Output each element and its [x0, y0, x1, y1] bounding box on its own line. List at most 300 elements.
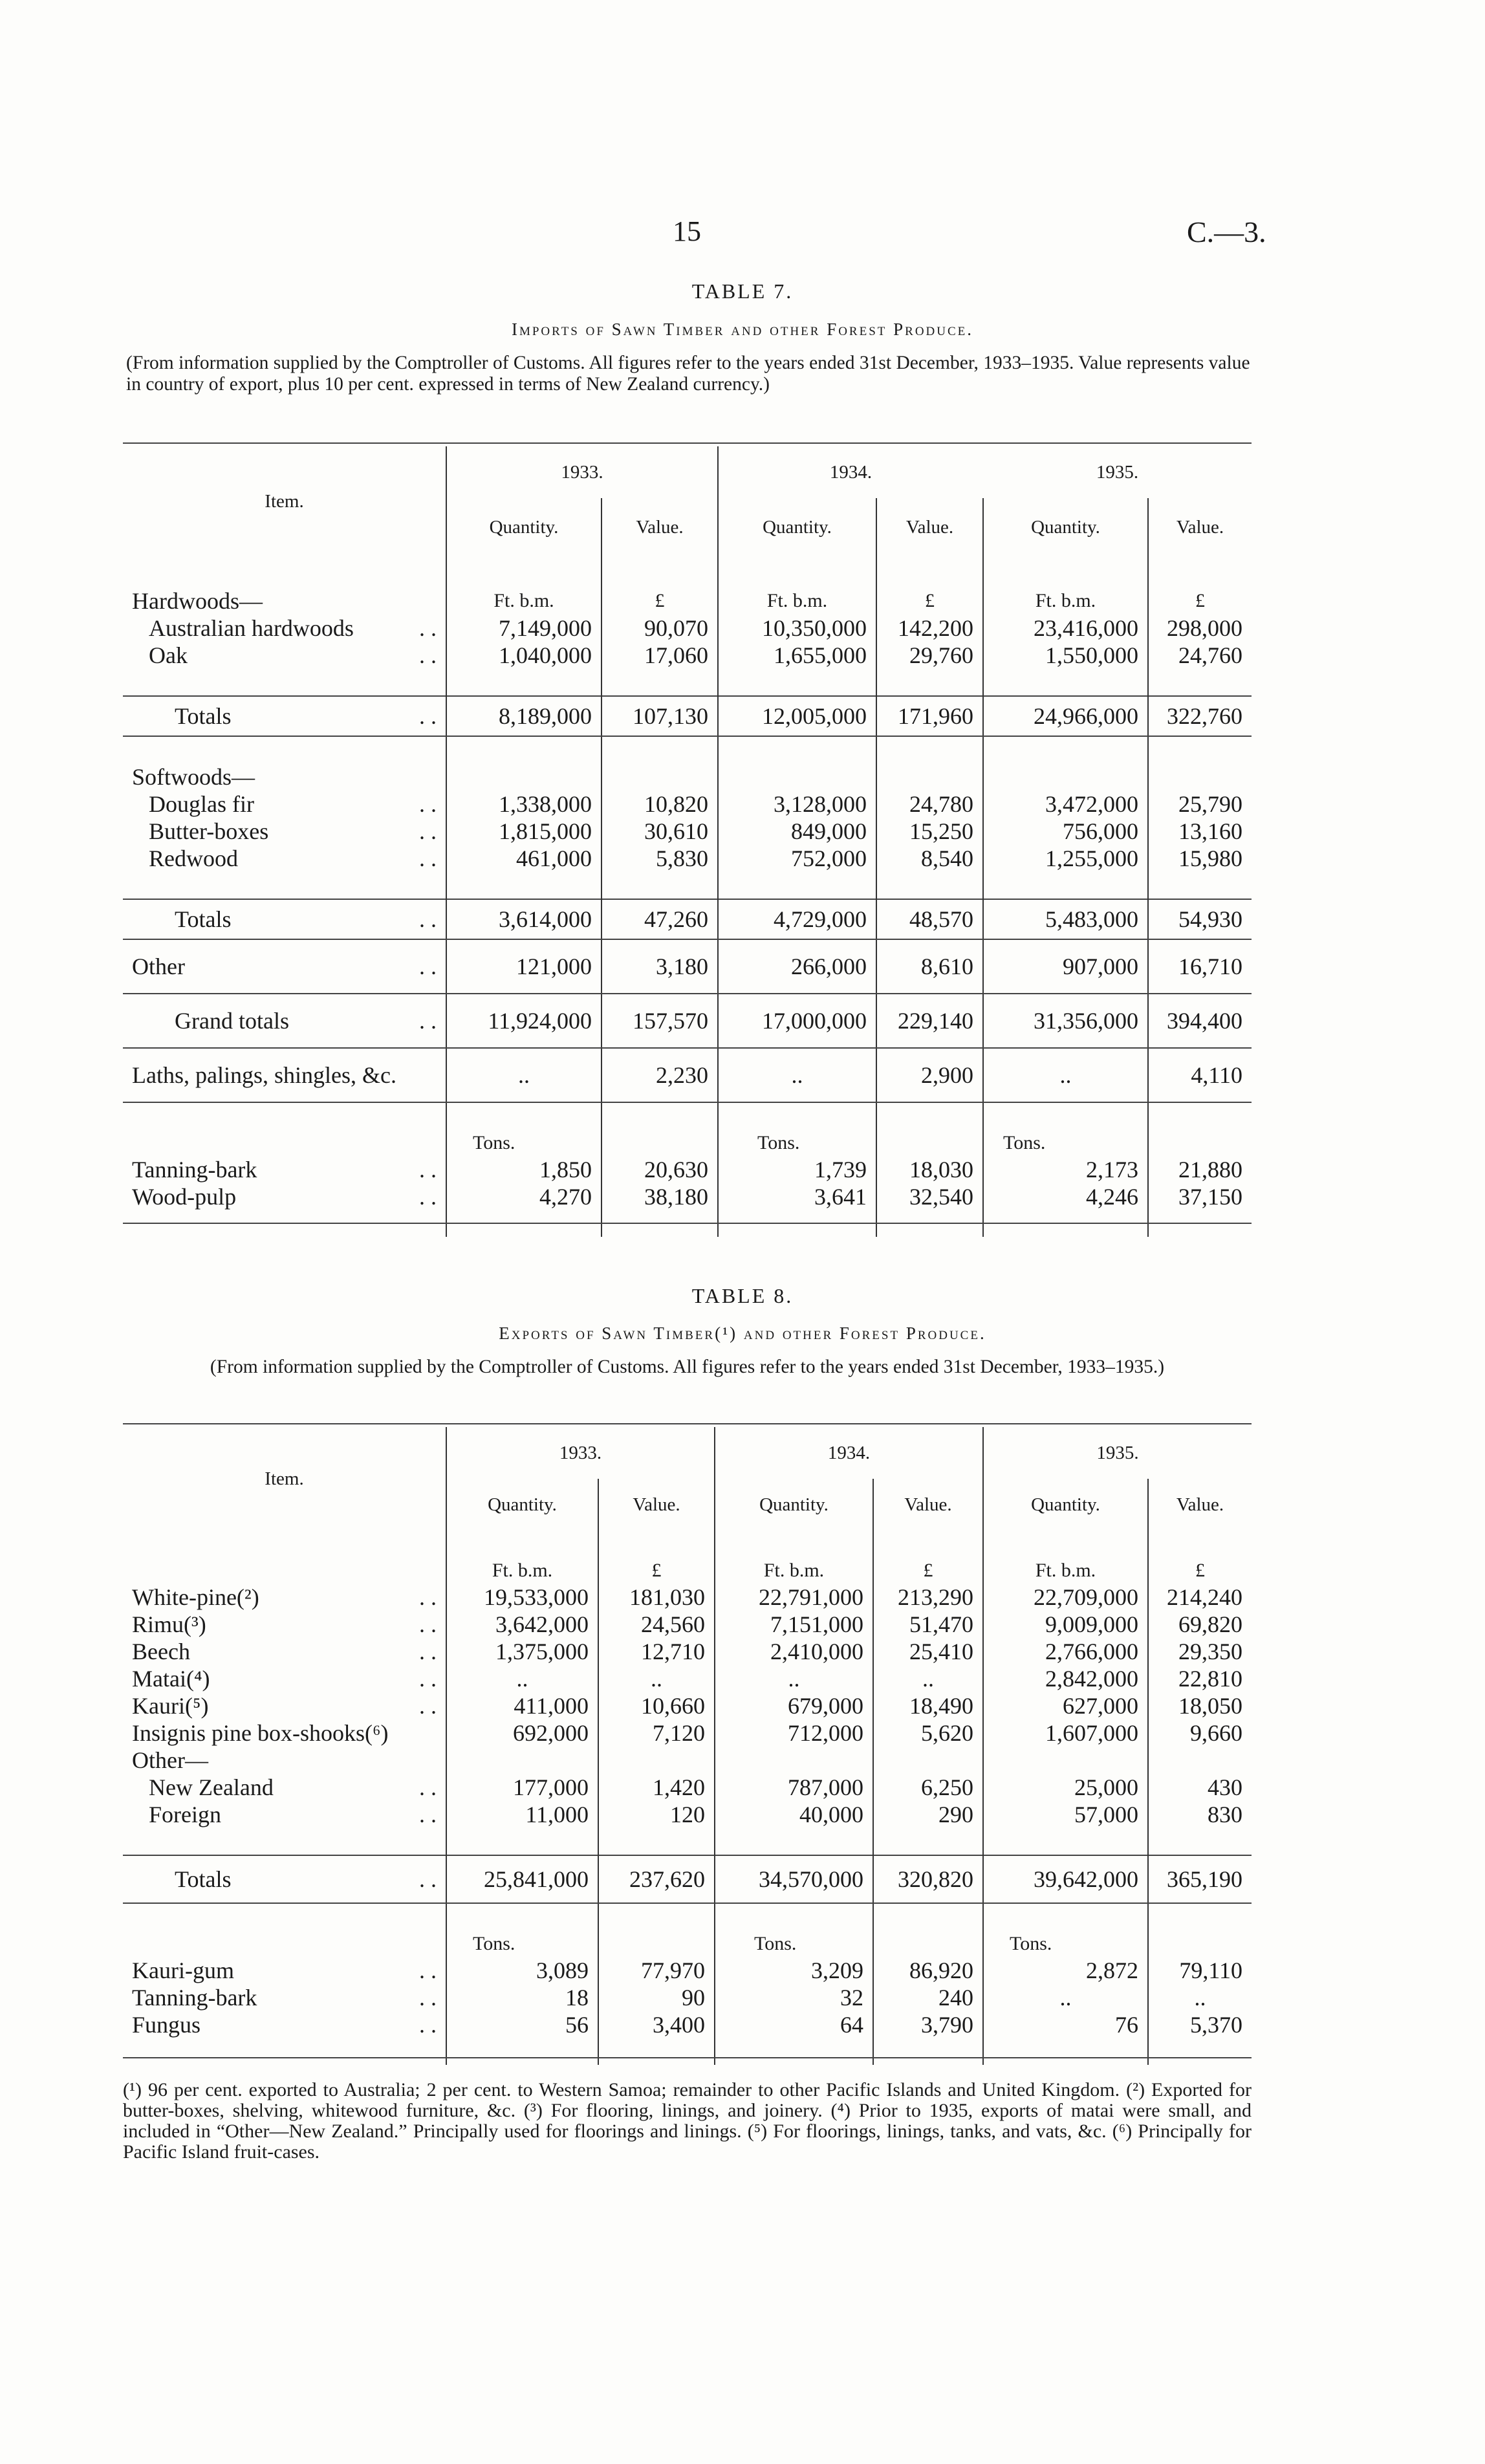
table-cell: 849,000: [718, 818, 876, 845]
row-label: [123, 1801, 446, 1828]
table-row: [123, 1129, 1252, 1156]
table-cell: 19,533,000: [446, 1584, 598, 1611]
row-label-text: Rimu(³): [132, 1611, 206, 1637]
table-row: [123, 587, 1252, 615]
table-cell: 25,410: [873, 1638, 983, 1665]
table8-title: Exports of Sawn Timber(¹) and other Forest Produce.: [499, 1324, 986, 1343]
table-row: [123, 1638, 1252, 1665]
table-cell: 29,350: [1148, 1638, 1252, 1665]
table7-label: TABLE 7.: [691, 279, 794, 303]
table-cell: 1,550,000: [983, 642, 1148, 669]
table-row: [123, 1984, 1252, 2011]
row-label-text: Tanning-bark: [132, 1985, 257, 2011]
table-row: [123, 615, 1252, 642]
table-cell: 679,000: [715, 1692, 873, 1719]
table-cell: 25,000: [983, 1774, 1148, 1801]
table-cell: 2,230: [602, 1048, 718, 1102]
row-label-text: Oak: [149, 642, 188, 668]
table-cell: 430: [1148, 1774, 1252, 1801]
row-label-text: Matai(⁴): [132, 1666, 210, 1692]
dot-leader: . .: [419, 1157, 437, 1183]
table-cell: 18,050: [1148, 1692, 1252, 1719]
table-cell: ..: [446, 1048, 602, 1102]
table-cell: 298,000: [1148, 615, 1252, 642]
table-cell: 4,270: [446, 1183, 602, 1210]
table-cell: 90,070: [602, 615, 718, 642]
dot-leader: . .: [419, 1866, 437, 1892]
table7-year-1933: 1933.: [446, 446, 718, 498]
dot-leader: . .: [419, 1611, 437, 1637]
row-label: [123, 1183, 446, 1210]
row-label: [123, 696, 446, 736]
dot-leader: . .: [419, 1774, 437, 1800]
table-cell: 290: [873, 1801, 983, 1828]
table-row: [123, 2011, 1252, 2038]
table-cell: 1,375,000: [446, 1638, 598, 1665]
total-row: [123, 994, 1252, 1048]
table-cell: 18,030: [876, 1156, 983, 1183]
table-cell: 3,790: [873, 2011, 983, 2038]
table-cell: 2,872: [983, 1957, 1148, 1984]
row-label-text: Totals: [175, 1866, 232, 1892]
table-row: [123, 1183, 1252, 1210]
table-cell: 24,760: [1148, 642, 1252, 669]
table-cell: 712,000: [715, 1719, 873, 1747]
unit-label: Tons.: [983, 1129, 1148, 1156]
row-label: Softwoods—: [132, 764, 255, 790]
dot-leader: . .: [419, 703, 437, 729]
table-cell: 15,250: [876, 818, 983, 845]
table-cell: 3,180: [602, 939, 718, 994]
table-cell: 394,400: [1148, 994, 1252, 1048]
table7-qty-1933: Quantity.: [446, 498, 602, 556]
table-cell: 142,200: [876, 615, 983, 642]
table-cell: 12,710: [598, 1638, 715, 1665]
row-label: [123, 1611, 446, 1638]
dot-leader: . .: [419, 1639, 437, 1664]
table-row: [123, 1665, 1252, 1692]
table-cell: 1,850: [446, 1156, 602, 1183]
dot-leader: . .: [419, 1802, 437, 1827]
dot-leader: . .: [419, 615, 437, 641]
table7-val-1935: Value.: [1148, 498, 1252, 556]
table-cell: 21,880: [1148, 1156, 1252, 1183]
table-cell: 32: [715, 1984, 873, 2011]
table7-top-rule: [123, 442, 1252, 444]
row-label: [123, 1156, 446, 1183]
row-label-text: Beech: [132, 1639, 190, 1664]
table7-year-1934: 1934.: [718, 446, 983, 498]
table-cell: 2,842,000: [983, 1665, 1148, 1692]
unit-label: Ft. b.m.: [446, 587, 602, 615]
table-row: [123, 642, 1252, 669]
table-cell: 8,189,000: [446, 696, 602, 736]
table-cell: 120: [598, 1801, 715, 1828]
unit-label: £: [602, 587, 718, 615]
table8-val-1935: Value.: [1148, 1479, 1252, 1531]
row-label: [123, 1665, 446, 1692]
table-cell: 23,416,000: [983, 615, 1148, 642]
table-cell: 10,820: [602, 790, 718, 818]
table-cell: 692,000: [446, 1719, 598, 1747]
table-cell: 3,128,000: [718, 790, 876, 818]
table-cell: 8,540: [876, 845, 983, 872]
row-label: [123, 790, 446, 818]
row-label-text: Wood-pulp: [132, 1184, 237, 1210]
table-cell: 4,110: [1148, 1048, 1252, 1102]
table-cell: 5,830: [602, 845, 718, 872]
table8-year-row: [123, 1427, 1252, 1479]
table-row: [123, 1801, 1252, 1828]
table-cell: 4,246: [983, 1183, 1148, 1210]
table-cell: 12,005,000: [718, 696, 876, 736]
table-cell: 38,180: [602, 1183, 718, 1210]
table-cell: 752,000: [718, 845, 876, 872]
document-reference: C.—3.: [1187, 215, 1266, 248]
table-cell: 8,610: [876, 939, 983, 994]
page-number: 15: [673, 215, 701, 247]
unit-label: £: [873, 1557, 983, 1584]
table-row: [123, 1692, 1252, 1719]
row-label: Other—: [132, 1747, 208, 1773]
unit-label: Ft. b.m.: [446, 1557, 598, 1584]
table-cell: 756,000: [983, 818, 1148, 845]
total-row: [123, 1855, 1252, 1903]
table8-top-rule: [123, 1423, 1252, 1424]
table8-year-1935: 1935.: [983, 1427, 1252, 1479]
row-label: [123, 845, 446, 872]
table-cell: 11,000: [446, 1801, 598, 1828]
table-cell: 31,356,000: [983, 994, 1148, 1048]
table-cell: 76: [983, 2011, 1148, 2038]
table-row: [123, 763, 1252, 790]
unit-label: Tons.: [446, 1930, 598, 1957]
table7-qty-1934: Quantity.: [718, 498, 876, 556]
row-label: [123, 1984, 446, 2011]
table-cell: 5,483,000: [983, 899, 1148, 939]
table-row: [123, 1611, 1252, 1638]
table-cell: 3,641: [718, 1183, 876, 1210]
table-cell: 17,000,000: [718, 994, 876, 1048]
table-cell: 17,060: [602, 642, 718, 669]
table-cell: 77,970: [598, 1957, 715, 1984]
row-label: [123, 1719, 446, 1747]
table-cell: ..: [983, 1984, 1148, 2011]
table-cell: 4,729,000: [718, 899, 876, 939]
table-cell: 22,709,000: [983, 1584, 1148, 1611]
table-cell: 627,000: [983, 1692, 1148, 1719]
table7-note: (From information supplied by the Comptroller of Customs. All figures refer to the years ended 31st December, 1933–1935. Value represents value in country of export, plus 10 per cent. expressed in terms of New Zealand currency.): [126, 353, 1250, 395]
table-cell: 25,790: [1148, 790, 1252, 818]
table-cell: 7,149,000: [446, 615, 602, 642]
table8-qty-1934: Quantity.: [715, 1479, 873, 1531]
table-cell: 24,780: [876, 790, 983, 818]
total-row: [123, 939, 1252, 994]
row-label-text: White-pine(²): [132, 1584, 259, 1610]
total-row: [123, 696, 1252, 736]
table-cell: 1,607,000: [983, 1719, 1148, 1747]
row-label: [123, 1855, 446, 1903]
table-cell: 1,040,000: [446, 642, 602, 669]
table-cell: 37,150: [1148, 1183, 1252, 1210]
dot-leader: . .: [419, 845, 437, 871]
table-cell: 29,760: [876, 642, 983, 669]
table-row: [123, 1774, 1252, 1801]
dot-leader: . .: [419, 954, 437, 979]
dot-leader: . .: [419, 1666, 437, 1692]
table-cell: 411,000: [446, 1692, 598, 1719]
table-row: [123, 1747, 1252, 1774]
table-cell: 51,470: [873, 1611, 983, 1638]
table8-qty-1933: Quantity.: [446, 1479, 598, 1531]
table8-bottom-rule: [123, 2057, 1252, 2058]
table-cell: 177,000: [446, 1774, 598, 1801]
table-cell: 7,120: [598, 1719, 715, 1747]
table-cell: ..: [598, 1665, 715, 1692]
table-cell: 9,660: [1148, 1719, 1252, 1747]
row-label-text: Kauri-gum: [132, 1957, 234, 1983]
dot-leader: . .: [419, 1008, 437, 1034]
row-label-text: Other: [132, 954, 185, 979]
row-label-text: Kauri(⁵): [132, 1693, 209, 1719]
table-cell: 57,000: [983, 1801, 1148, 1828]
table-cell: 15,980: [1148, 845, 1252, 872]
table-cell: 86,920: [873, 1957, 983, 1984]
table-cell: ..: [446, 1665, 598, 1692]
table-row: [123, 1557, 1252, 1584]
row-label: [123, 899, 446, 939]
row-label: [123, 1692, 446, 1719]
table-row: [123, 1156, 1252, 1183]
table-cell: 787,000: [715, 1774, 873, 1801]
table-cell: 30,610: [602, 818, 718, 845]
table-cell: 7,151,000: [715, 1611, 873, 1638]
table-cell: 181,030: [598, 1584, 715, 1611]
table-cell: 34,570,000: [715, 1855, 873, 1903]
table-cell: 266,000: [718, 939, 876, 994]
dot-leader: . .: [419, 906, 437, 932]
table7-qty-1935: Quantity.: [983, 498, 1148, 556]
table-cell: ..: [718, 1048, 876, 1102]
table-cell: 322,760: [1148, 696, 1252, 736]
table-cell: 107,130: [602, 696, 718, 736]
table-cell: 40,000: [715, 1801, 873, 1828]
unit-label: Tons.: [718, 1129, 876, 1156]
row-label-text: New Zealand: [149, 1774, 274, 1800]
dot-leader: . .: [419, 1985, 437, 2011]
row-label-text: Tanning-bark: [132, 1157, 257, 1183]
table-cell: ..: [873, 1665, 983, 1692]
row-label-text: Butter-boxes: [149, 818, 269, 844]
table7-title: Imports of Sawn Timber and other Forest Produce.: [511, 320, 974, 339]
table7: [123, 446, 1252, 1237]
table-cell: 24,966,000: [983, 696, 1148, 736]
table-cell: 1,420: [598, 1774, 715, 1801]
table-cell: 237,620: [598, 1855, 715, 1903]
table-cell: 365,190: [1148, 1855, 1252, 1903]
table-row: [123, 818, 1252, 845]
table-cell: 830: [1148, 1801, 1252, 1828]
table-cell: 79,110: [1148, 1957, 1252, 1984]
table-cell: 24,560: [598, 1611, 715, 1638]
row-label: [123, 1957, 446, 1984]
unit-label: Ft. b.m.: [983, 1557, 1148, 1584]
row-label-text: Australian hardwoods: [149, 615, 354, 641]
table-cell: 2,766,000: [983, 1638, 1148, 1665]
total-row: [123, 899, 1252, 939]
table-cell: 22,810: [1148, 1665, 1252, 1692]
table-cell: ..: [715, 1665, 873, 1692]
table-cell: 3,089: [446, 1957, 598, 1984]
table-cell: 18,490: [873, 1692, 983, 1719]
table8: [123, 1427, 1252, 2065]
table-cell: 25,841,000: [446, 1855, 598, 1903]
table-cell: 56: [446, 2011, 598, 2038]
table-cell: 5,370: [1148, 2011, 1252, 2038]
table-cell: 3,400: [598, 2011, 715, 2038]
table8-item-header: Item.: [265, 1468, 304, 1489]
table-cell: 3,614,000: [446, 899, 602, 939]
table-cell: ..: [1148, 1984, 1252, 2011]
table-cell: 5,620: [873, 1719, 983, 1747]
table7-val-1934: Value.: [876, 498, 983, 556]
row-label-text: Foreign: [149, 1802, 221, 1827]
table-row: [123, 1584, 1252, 1611]
table8-label: TABLE 8.: [691, 1284, 794, 1307]
row-label-text: Totals: [175, 906, 232, 932]
table-cell: 64: [715, 2011, 873, 2038]
unit-label: Tons.: [446, 1129, 602, 1156]
table8-val-1933: Value.: [598, 1479, 715, 1531]
footnotes: (¹) 96 per cent. exported to Australia; 2 per cent. to Western Samoa; remainder to other Pacific Islands and United Kingdom. (²) Exported for butter-boxes, shelving, whitewood furniture, &c. (³) For flooring, linings, and joinery. (⁴) Prior to 1935, exports of matai were small, and included in “Other—New Zealand.” Principally used for floorings and linings. (⁵) For floorings, linings, tanks, and vats, &c. (⁶) Principally for Pacific Island fruit-cases.: [123, 2079, 1252, 2163]
table-cell: 2,900: [876, 1048, 983, 1102]
table-cell: 39,642,000: [983, 1855, 1148, 1903]
table-row: [123, 790, 1252, 818]
table7-bottom-rule: [123, 1223, 1252, 1224]
table-cell: 18: [446, 1984, 598, 2011]
table-cell: 54,930: [1148, 899, 1252, 939]
row-label-text: Laths, palings, shingles, &c.: [132, 1062, 396, 1088]
table8-qty-1935: Quantity.: [983, 1479, 1148, 1531]
dot-leader: . .: [419, 1957, 437, 1983]
table-row: [123, 1957, 1252, 1984]
table-cell: 13,160: [1148, 818, 1252, 845]
table8-year-1933: 1933.: [446, 1427, 715, 1479]
table-cell: 1,255,000: [983, 845, 1148, 872]
table-cell: 20,630: [602, 1156, 718, 1183]
table7-year-row: [123, 446, 1252, 498]
table-cell: 157,570: [602, 994, 718, 1048]
row-label: [123, 2011, 446, 2038]
row-label: [123, 615, 446, 642]
table-cell: 320,820: [873, 1855, 983, 1903]
row-label-text: Insignis pine box-shooks(⁶): [132, 1720, 389, 1746]
row-label-text: Grand totals: [175, 1008, 289, 1034]
row-label: [123, 642, 446, 669]
unit-label: Ft. b.m.: [715, 1557, 873, 1584]
table8-val-1934: Value.: [873, 1479, 983, 1531]
unit-label: Ft. b.m.: [718, 587, 876, 615]
dot-leader: . .: [419, 2012, 437, 2038]
table-cell: 907,000: [983, 939, 1148, 994]
table-cell: 171,960: [876, 696, 983, 736]
row-label: [123, 939, 446, 994]
table7-year-1935: 1935.: [1096, 461, 1139, 483]
unit-label: £: [1148, 1557, 1252, 1584]
table-cell: 229,140: [876, 994, 983, 1048]
row-label: Hardwoods—: [132, 588, 263, 614]
dot-leader: . .: [419, 1584, 437, 1610]
table-cell: 22,791,000: [715, 1584, 873, 1611]
table-cell: 47,260: [602, 899, 718, 939]
table-cell: 69,820: [1148, 1611, 1252, 1638]
row-label: [123, 994, 446, 1048]
table-cell: 213,290: [873, 1584, 983, 1611]
row-label: [123, 1774, 446, 1801]
unit-label: £: [598, 1557, 715, 1584]
table-cell: 48,570: [876, 899, 983, 939]
table7-item-header: Item.: [265, 490, 304, 512]
table-cell: 214,240: [1148, 1584, 1252, 1611]
table-cell: 3,642,000: [446, 1611, 598, 1638]
dot-leader: . .: [419, 1184, 437, 1210]
row-label-text: Douglas fir: [149, 791, 254, 817]
table-cell: 1,655,000: [718, 642, 876, 669]
table-cell: 10,660: [598, 1692, 715, 1719]
row-label-text: Fungus: [132, 2012, 201, 2038]
row-label-text: Redwood: [149, 845, 238, 871]
unit-label: £: [1148, 587, 1252, 615]
row-label-text: Totals: [175, 703, 232, 729]
table-cell: 2,173: [983, 1156, 1148, 1183]
row-label: [123, 1048, 446, 1102]
table-row: [123, 1719, 1252, 1747]
table-cell: 121,000: [446, 939, 602, 994]
table8-note: (From information supplied by the Comptroller of Customs. All figures refer to the years ended 31st December, 1933–1935.): [210, 1357, 1165, 1377]
unit-label: £: [876, 587, 983, 615]
unit-label: Ft. b.m.: [983, 587, 1148, 615]
table-cell: 1,739: [718, 1156, 876, 1183]
table8-year-1934: 1934.: [715, 1427, 983, 1479]
table-cell: 16,710: [1148, 939, 1252, 994]
table-cell: 3,472,000: [983, 790, 1148, 818]
total-row: [123, 1048, 1252, 1102]
table-cell: 9,009,000: [983, 1611, 1148, 1638]
table-cell: 90: [598, 1984, 715, 2011]
table-cell: 3,209: [715, 1957, 873, 1984]
table7-val-1933: Value.: [602, 498, 718, 556]
table-cell: 6,250: [873, 1774, 983, 1801]
table-cell: 1,815,000: [446, 818, 602, 845]
unit-label: Tons.: [715, 1930, 873, 1957]
dot-leader: . .: [419, 818, 437, 844]
table-cell: 2,410,000: [715, 1638, 873, 1665]
table-row: [123, 1930, 1252, 1957]
table-cell: 11,924,000: [446, 994, 602, 1048]
row-label: [123, 1638, 446, 1665]
table-cell: 1,338,000: [446, 790, 602, 818]
table-cell: ..: [983, 1048, 1148, 1102]
table-cell: 461,000: [446, 845, 602, 872]
dot-leader: . .: [419, 791, 437, 817]
row-label: [123, 1584, 446, 1611]
dot-leader: . .: [419, 642, 437, 668]
table-cell: 240: [873, 1984, 983, 2011]
table-cell: 32,540: [876, 1183, 983, 1210]
table-cell: 10,350,000: [718, 615, 876, 642]
table-row: [123, 845, 1252, 872]
dot-leader: . .: [419, 1693, 437, 1719]
